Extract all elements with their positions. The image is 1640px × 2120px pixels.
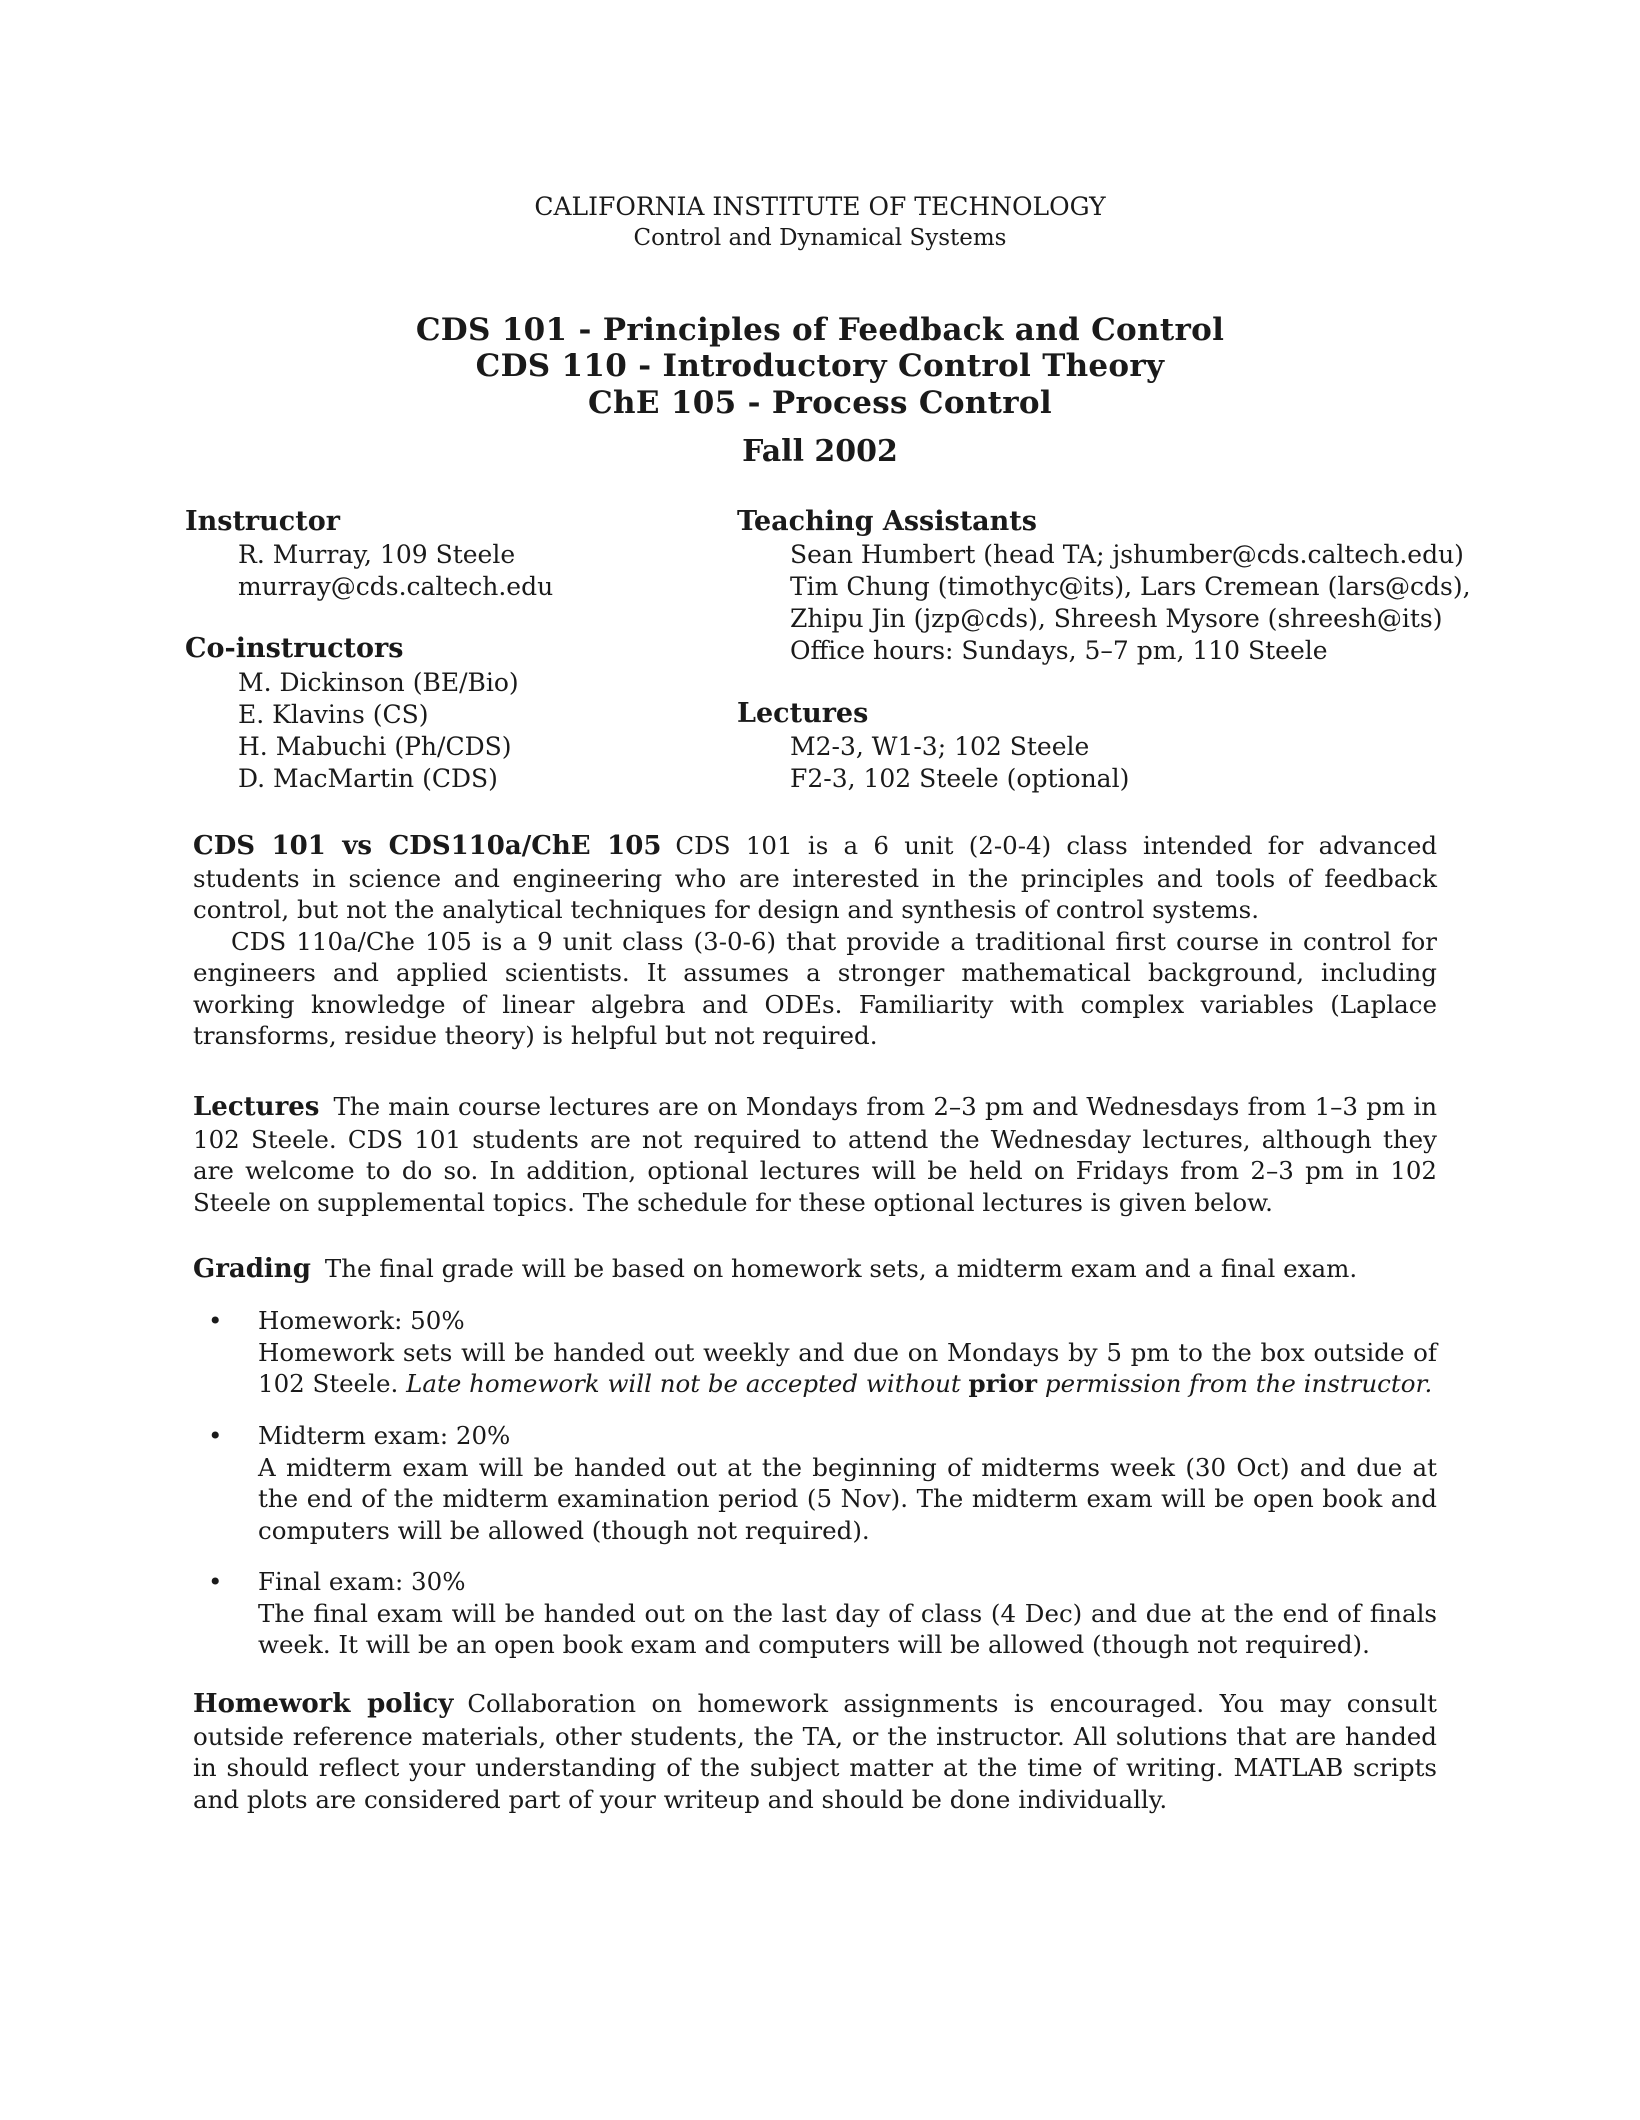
instructor-heading: Instructor <box>185 506 340 537</box>
coinstructor-line: M. Dickinson (BE/Bio) <box>238 668 519 697</box>
grading-item-midterm <box>208 1420 1437 1546</box>
ta-line: Zhipu Jin (jzp@cds), Shreesh Mysore (shreesh@its) <box>790 604 1443 633</box>
grading-item-final <box>208 1566 1437 1661</box>
coinstructors-heading: Co-instructors <box>185 633 404 664</box>
bullet-icon: • <box>208 1421 223 1450</box>
bullet-icon: • <box>208 1567 223 1596</box>
department-name: Control and Dynamical Systems <box>633 225 1007 251</box>
lecture-time-line: F2-3, 102 Steele (optional) <box>790 764 1130 793</box>
section-heading: Homework policy <box>193 1689 454 1719</box>
section-text: The main course lectures are on Mondays from 2–3 pm and Wednesdays from 1–3 pm in 102 Steele. CDS 101 students are not required to attend the Wednesday lectures, although they are welcome to do so. In addition, optional lectures will be held on Fridays from 2–3 pm in 102 Steele on supplemental topics. The schedule for these optional lectures is given below. <box>193 1092 1437 1217</box>
grading-item-text: Homework sets will be handed out weekly and due on Mondays by 5 pm to the box outside of 102 Steele. <box>258 1337 1437 1398</box>
course-title-cds110: CDS 110 - Introductory Control Theory <box>475 348 1165 384</box>
section-heading: Lectures <box>193 1092 320 1122</box>
instructor-line: R. Murray, 109 Steele <box>238 540 516 569</box>
section-grading <box>193 1253 1437 1286</box>
lecture-time-line: M2-3, W1-3; 102 Steele <box>790 732 1090 761</box>
section-heading: CDS 101 vs CDS110a/ChE 105 <box>193 831 662 861</box>
coinstructor-line: H. Mabuchi (Ph/CDS) <box>238 732 512 761</box>
coinstructor-line: E. Klavins (CS) <box>238 700 429 729</box>
ta-line: Sean Humbert (head TA; jshumber@cds.caltech.edu) <box>790 540 1464 569</box>
grading-item-text: A midterm exam will be handed out at the beginning of midterms week (30 Oct) and due at the end of the midterm examination period (5 Nov). The midterm exam will be open book and computers will be allowed (though not required). <box>258 1452 1437 1545</box>
institution-name: CALIFORNIA INSTITUTE OF TECHNOLOGY <box>534 192 1106 221</box>
course-title-che105: ChE 105 - Process Control <box>588 385 1052 421</box>
grading-item-title: Final exam: 30% <box>258 1567 466 1596</box>
late-policy-emphasis: prior <box>968 1369 1038 1398</box>
section-heading: Grading <box>193 1254 311 1284</box>
section-homework-policy <box>193 1688 1437 1815</box>
lectures-heading: Lectures <box>737 698 869 729</box>
office-hours: Office hours: Sundays, 5–7 pm, 110 Steele <box>790 636 1328 665</box>
grading-item-homework <box>208 1305 1437 1400</box>
instructor-email: murray@cds.caltech.edu <box>238 572 554 601</box>
late-policy-text: Late homework will not be accepted without <box>406 1369 961 1398</box>
grading-item-title: Homework: 50% <box>258 1306 465 1335</box>
grading-item-title: Midterm exam: 20% <box>258 1421 511 1450</box>
section-text: CDS 101 is a 6 unit (2-0-4) class intended for advanced students in science and engineering who are interested in the principles and tools of feedback control, but not the analytical techniques for design and synthesis of control systems. <box>193 831 1437 924</box>
late-policy-text: permission from the instructor. <box>1044 1369 1433 1398</box>
coinstructor-line: D. MacMartin (CDS) <box>238 764 498 793</box>
section-lectures <box>193 1091 1437 1218</box>
section-course-comparison <box>193 830 1437 1052</box>
section-text: Collaboration on homework assignments is encouraged. You may consult outside reference materials, other students, the TA, or the instructor. All solutions that are handed in should reflect your understanding of the subject matter at the time of writing. MATLAB scripts and plots are considered part of your writeup and should be done individually. <box>193 1689 1437 1814</box>
term-label: Fall 2002 <box>742 434 898 469</box>
bullet-icon: • <box>208 1306 223 1335</box>
ta-line: Tim Chung (timothyc@its), Lars Cremean (lars@cds), <box>790 572 1471 601</box>
section-text: CDS 110a/Che 105 is a 9 unit class (3-0-6) that provide a traditional first course in control for engineers and applied scientists. It assumes a stronger mathematical background, including working knowledge of linear algebra and ODEs. Familiarity with complex variables (Laplace transforms, residue theory) is helpful but not required. <box>193 926 1437 1050</box>
grading-item-text: The final exam will be handed out on the last day of class (4 Dec) and due at the end of finals week. It will be an open book exam and computers will be allowed (though not required). <box>258 1598 1437 1659</box>
teaching-assistants-heading: Teaching Assistants <box>737 506 1037 537</box>
section-text: The final grade will be based on homework sets, a midterm exam and a final exam. <box>324 1254 1358 1283</box>
course-title-cds101: CDS 101 - Principles of Feedback and Control <box>415 312 1225 348</box>
